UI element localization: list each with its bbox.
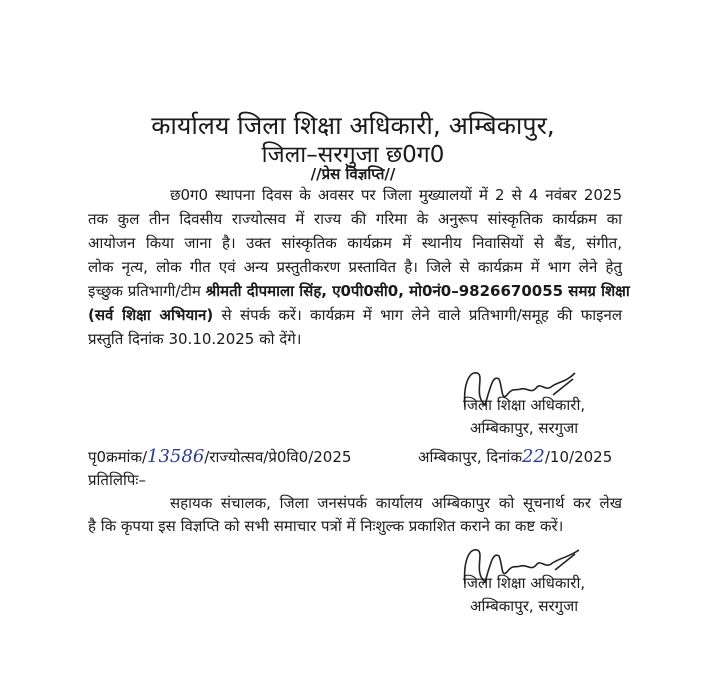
signature-designation: जिला शिक्षा अधिकारी,	[463, 396, 586, 414]
signature-designation: जिला शिक्षा अधिकारी,	[463, 574, 586, 592]
copy-line: सहायक संचालक, जिला जनसंपर्क कार्यालय अम्बिकापुर को सूचनार्थ कर लेख	[170, 494, 622, 512]
press-release-label: //प्रेस विज्ञप्ति//	[310, 165, 396, 183]
date-suffix: /10/2025	[544, 448, 613, 466]
office-title: कार्यालय जिला शिक्षा अधिकारी, अम्बिकापुर,	[151, 111, 555, 140]
reference-suffix: /राज्योत्सव/प्रे0वि0/2025	[204, 448, 352, 466]
body-text: से संपर्क करें। कार्यक्रम में भाग लेने वाले प्रतिभागी/समूह की फाइनल	[213, 306, 622, 324]
body-text: इच्छुक प्रतिभागी/टीम	[88, 282, 206, 300]
district-title: जिला–सरगुजा छ0ग0	[261, 142, 445, 168]
body-line: लोक नृत्य, लोक गीत एवं अन्य प्रस्तुतीकरण प्रस्तावित है। जिले से कार्यक्रम में भाग लेने हेतु	[88, 258, 622, 276]
body-line: प्रस्तुति दिनांक 30.10.2025 को देंगे।	[88, 330, 302, 348]
copy-line: है कि कृपया इस विज्ञप्ति को सभी समाचार पत्रों में निःशुल्क प्रकाशित कराने का कष्ट करें।	[88, 517, 564, 535]
copy-label: प्रतिलिपिः–	[88, 471, 146, 489]
program-name: (सर्व शिक्षा अभियान)	[88, 306, 214, 324]
reference-number	[88, 446, 351, 467]
reference-date	[418, 446, 612, 467]
body-line	[88, 281, 630, 301]
date-handwritten-day: 22	[521, 446, 545, 467]
reference-handwritten-number: 13586	[147, 446, 205, 467]
reference-prefix: पृ0क्रमांक/	[88, 448, 148, 466]
body-line: आयोजन किया जाना है। उक्त सांस्कृतिक कार्यक्रम में स्थानीय निवासियों से बैंड, संगीत,	[88, 234, 622, 252]
body-line: तक कुल तीन दिवसीय राज्योत्सव में राज्य की गरिमा के अनुरूप सांस्कृतिक कार्यक्रम का	[88, 210, 622, 228]
body-line	[88, 305, 622, 325]
date-prefix: अम्बिकापुर, दिनांक	[418, 448, 522, 466]
contact-person: श्रीमती दीपमाला सिंह, ए0पी0सी0, मो0नं0–9826670055 समग्र शिक्षा	[205, 282, 630, 300]
signature-place: अम्बिकापुर, सरगुजा	[470, 597, 579, 615]
signature-place: अम्बिकापुर, सरगुजा	[470, 419, 579, 437]
body-line: छ0ग0 स्थापना दिवस के अवसर पर जिला मुख्यालयों में 2 से 4 नवंबर 2025	[170, 186, 622, 204]
